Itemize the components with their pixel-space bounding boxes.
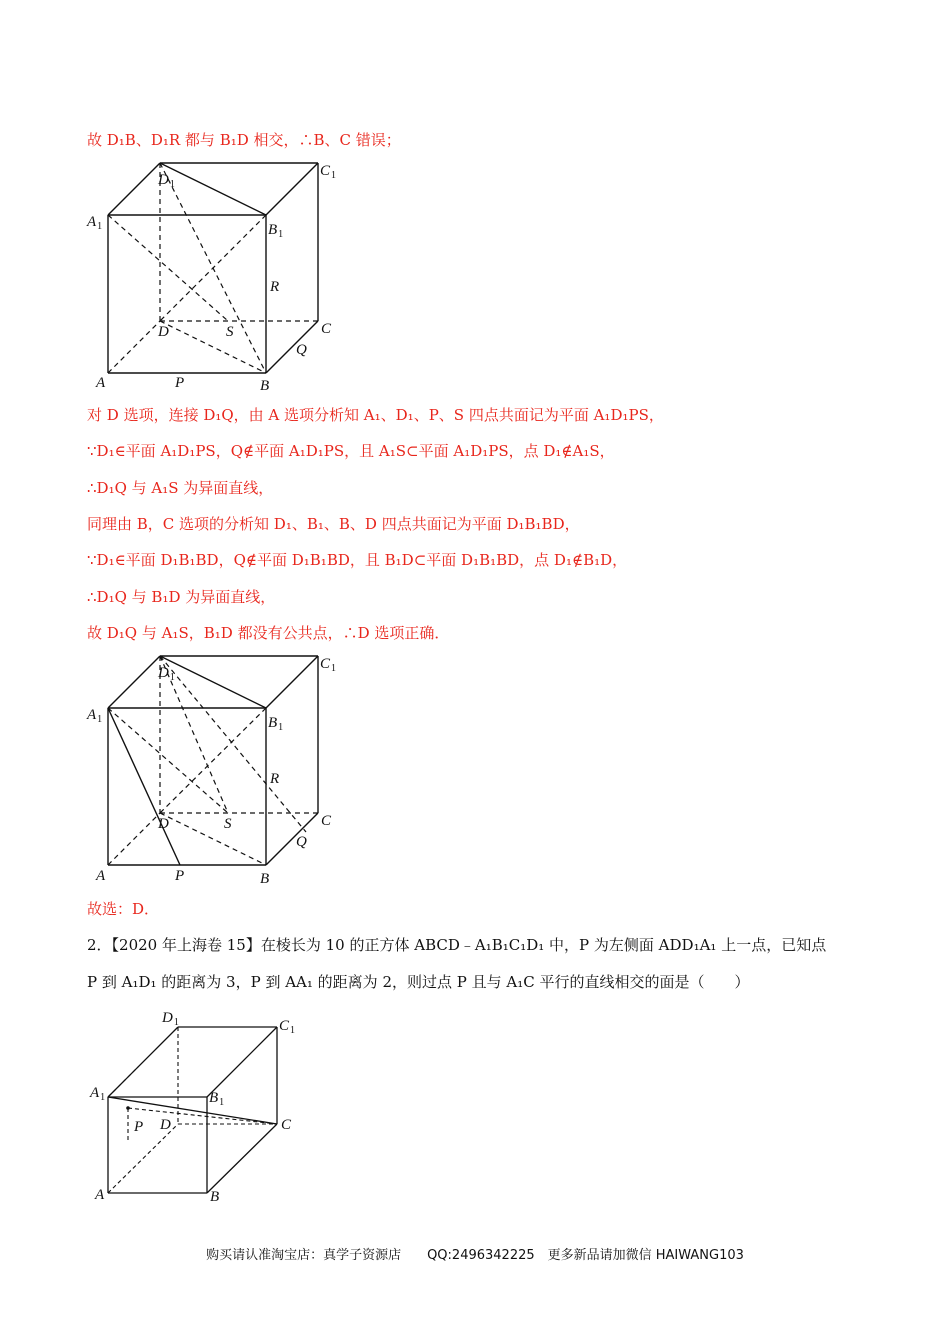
- svg-text:D1: $D_1$: [162, 1010, 179, 1028]
- svg-text:P: P: [134, 1119, 144, 1135]
- svg-text:C: C: [281, 1117, 292, 1133]
- label-b: B: [260, 378, 270, 394]
- solution-line-7: ∴D₁Q 与 B₁D 为异面直线，: [87, 588, 276, 606]
- svg-text:R: R: [270, 771, 280, 787]
- svg-text:D: D: [160, 1117, 171, 1133]
- label-b1: $B_1$: [268, 222, 284, 240]
- question-line-2: P 到 A₁D₁ 的距离为 3，P 到 AA₁ 的距离为 2，则过点 P 且与 A₁C 平行的直线相交的面是（ ）: [87, 973, 750, 991]
- label-a: A: [96, 375, 106, 391]
- label-s: S: [226, 324, 234, 340]
- svg-text:B: B: [210, 1189, 220, 1205]
- svg-text:B1: $B_1$: [209, 1090, 225, 1108]
- svg-text:B: B: [260, 871, 270, 887]
- label-d: D: [158, 324, 169, 340]
- solution-line-2: 对 D 选项，连接 D₁Q，由 A 选项分析知 A₁、D₁、P、S 四点共面记为平面 A₁D₁PS，: [87, 406, 664, 424]
- svg-text:A: A: [95, 1187, 105, 1203]
- page-footer: 购买请认准淘宝店：真学子资源店 QQ:2496342225 更多新品请加微信 HAIWANG103: [206, 1248, 744, 1263]
- solution-line-1: 故 D₁B、D₁R 都与 B₁D 相交，∴B、C 错误；: [87, 131, 401, 149]
- svg-text:A1: $A_1$: [90, 1085, 106, 1103]
- svg-text:A: A: [96, 868, 106, 884]
- solution-line-5: 同理由 B，C 选项的分析知 D₁、B₁、B、D 四点共面记为平面 D₁B₁BD，: [87, 515, 580, 533]
- solution-line-6: ∵D₁∈平面 D₁B₁BD，Q∉平面 D₁B₁BD，且 B₁D⊂平面 D₁B₁BD，点 D₁∉B₁D，: [87, 551, 628, 569]
- label-q: Q: [296, 342, 307, 358]
- svg-text:C1: $C_1$: [320, 656, 337, 674]
- svg-text:A1: $A_1$: [87, 707, 103, 725]
- svg-text:Q: Q: [296, 834, 307, 850]
- solution-line-4: ∴D₁Q 与 A₁S 为异面直线，: [87, 479, 274, 497]
- label-d1: $D_1$: [158, 172, 175, 190]
- label-a1: $A_1$: [87, 214, 103, 232]
- label-c: C: [321, 321, 332, 337]
- label-r: R: [270, 279, 280, 295]
- answer-line: 故选：D．: [87, 900, 160, 918]
- solution-line-8: 故 D₁Q 与 A₁S，B₁D 都没有公共点，∴D 选项正确．: [87, 624, 450, 642]
- label-p: P: [175, 375, 185, 391]
- svg-text:P: P: [175, 868, 185, 884]
- label-c1: $C_1$: [320, 163, 337, 181]
- svg-text:C1: $C_1$: [279, 1018, 296, 1036]
- svg-text:C: C: [321, 813, 332, 829]
- svg-text:D: D: [158, 816, 169, 832]
- question-line-1: 2．【2020 年上海卷 15】在棱长为 10 的正方体 ABCD﹣A₁B₁C₁D₁ 中，P 为左侧面 ADD₁A₁ 上一点，已知点: [87, 936, 827, 954]
- solution-line-3: ∵D₁∈平面 A₁D₁PS，Q∉平面 A₁D₁PS，且 A₁S⊂平面 A₁D₁PS，点 D₁∉A₁S，: [87, 442, 615, 460]
- svg-text:D1: $D_1$: [158, 665, 175, 683]
- svg-text:B1: $B_1$: [268, 715, 284, 733]
- svg-text:S: S: [224, 816, 232, 832]
